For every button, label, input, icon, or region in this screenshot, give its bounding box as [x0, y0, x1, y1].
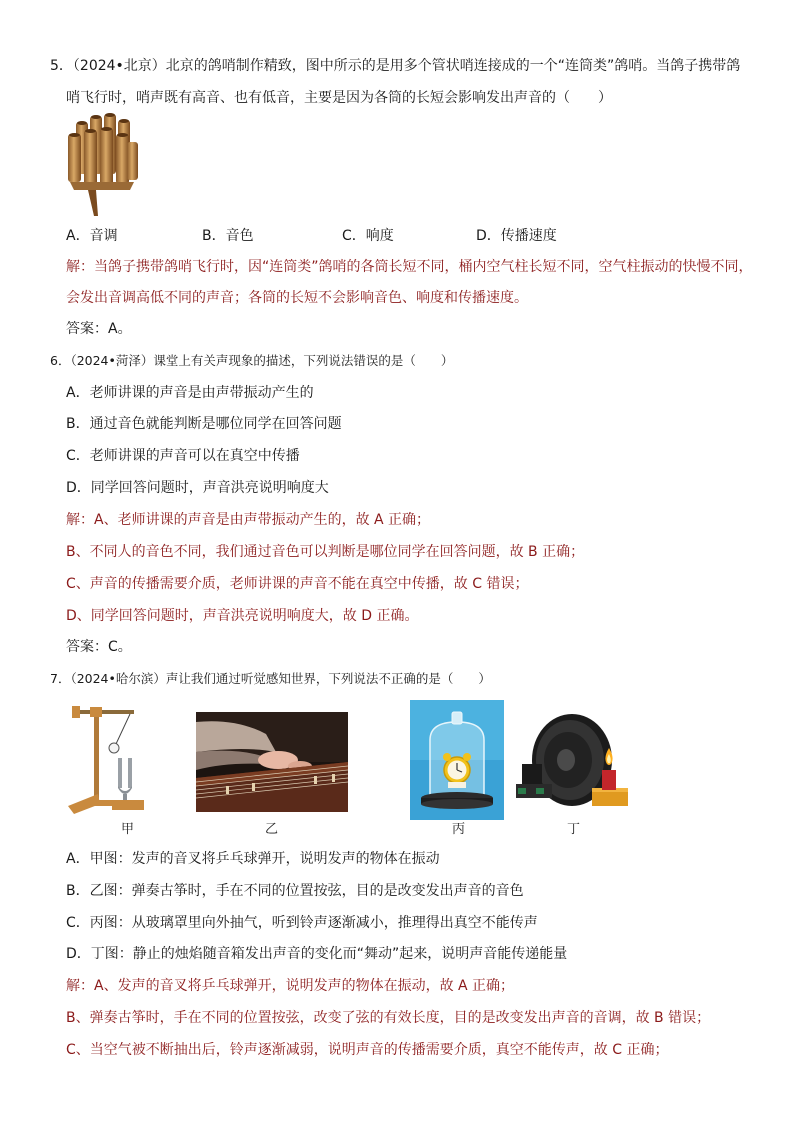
q5-option-c: C．响度: [342, 228, 394, 244]
q5-solution-line2: 会发出音调高低不同的声音；各筒的长短不会影响音色、响度和传播速度。: [66, 290, 528, 306]
q7-option-b: B．乙图：弹奏古筝时，手在不同的位置按弦，目的是改变发出声音的音色: [66, 883, 524, 899]
q6-solution-b: B、不同人的音色不同，我们通过音色可以判断是哪位同学在回答问题，故 B 正确；: [66, 544, 585, 560]
q7-stem: 7．（2024•哈尔滨）声让我们通过听觉感知世界，下列说法不正确的是（ ）: [50, 671, 491, 686]
q7-solution-c: C、当空气被不断抽出后，铃声逐渐减弱，说明声音的传播需要介质，真空不能传声，故 C 正确；: [66, 1042, 669, 1058]
q7-option-d: D．丁图：静止的烛焰随音箱发出声音的变化而“舞动”起来，说明声音能传递能量: [66, 946, 568, 962]
caption-ding: 丁: [567, 822, 581, 837]
pigeon-whistle-figure: [64, 112, 142, 218]
q6-solution-a: 解：A、老师讲课的声音是由声带振动产生的，故 A 正确；: [66, 512, 431, 528]
q5-stem-line2: 哨飞行时，哨声既有高音、也有低音，主要是因为各筒的长短会影响发出声音的（ ）: [66, 90, 612, 106]
q6-solution-c: C、声音的传播需要介质，老师讲课的声音不能在真空中传播，故 C 错误；: [66, 576, 529, 592]
tuning-fork-figure: [64, 700, 164, 818]
q6-option-c: C．老师讲课的声音可以在真空中传播: [66, 448, 300, 464]
q6-solution-d: D、同学回答问题时，声音洪亮说明响度大，故 D 正确。: [66, 608, 419, 624]
q6-answer: 答案：C。: [66, 639, 132, 655]
q5-answer: 答案：A。: [66, 321, 132, 337]
speaker-candle-photo: [514, 704, 632, 812]
q6-option-b: B．通过音色就能判断是哪位同学在回答问题: [66, 416, 342, 432]
q7-solution-b: B、弹奏古筝时，手在不同的位置按弦，改变了弦的有效长度，目的是改变发出声音的音调，故 B 错误；: [66, 1010, 711, 1026]
caption-bing: 丙: [452, 822, 466, 837]
q5-option-a: A．音调: [66, 228, 118, 244]
q6-option-d: D．同学回答问题时，声音洪亮说明响度大: [66, 480, 329, 496]
caption-jia: 甲: [121, 822, 135, 837]
q5-option-b: B．音色: [202, 228, 254, 244]
q6-stem: 6．（2024•菏泽）课堂上有关声现象的描述，下列说法错误的是（ ）: [50, 353, 454, 368]
bell-jar-photo: [410, 700, 504, 820]
q7-solution-a: 解：A、发声的音叉将乒乓球弹开，说明发声的物体在振动，故 A 正确；: [66, 978, 515, 994]
q5-option-d: D．传播速度: [476, 228, 557, 244]
q5-solution-line1: 解：当鸽子携带鸽哨飞行时，因“连筒类”鸽哨的各筒长短不同，桶内空气柱长短不同，空气柱振动的快慢不同，: [66, 259, 753, 275]
q7-option-c: C．丙图：从玻璃罩里向外抽气，听到铃声逐渐减小，推理得出真空不能传声: [66, 915, 538, 931]
q7-option-a: A．甲图：发声的音叉将乒乓球弹开，说明发声的物体在振动: [66, 851, 440, 867]
caption-yi: 乙: [265, 822, 279, 837]
q6-option-a: A．老师讲课的声音是由声带振动产生的: [66, 385, 314, 401]
q5-stem-line1: 5．（2024•北京）北京的鸽哨制作精致，图中所示的是用多个管状哨连接成的一个“连筒类”鸽哨。当鸽子携带鸽: [50, 58, 741, 74]
guzheng-photo: [196, 712, 348, 812]
